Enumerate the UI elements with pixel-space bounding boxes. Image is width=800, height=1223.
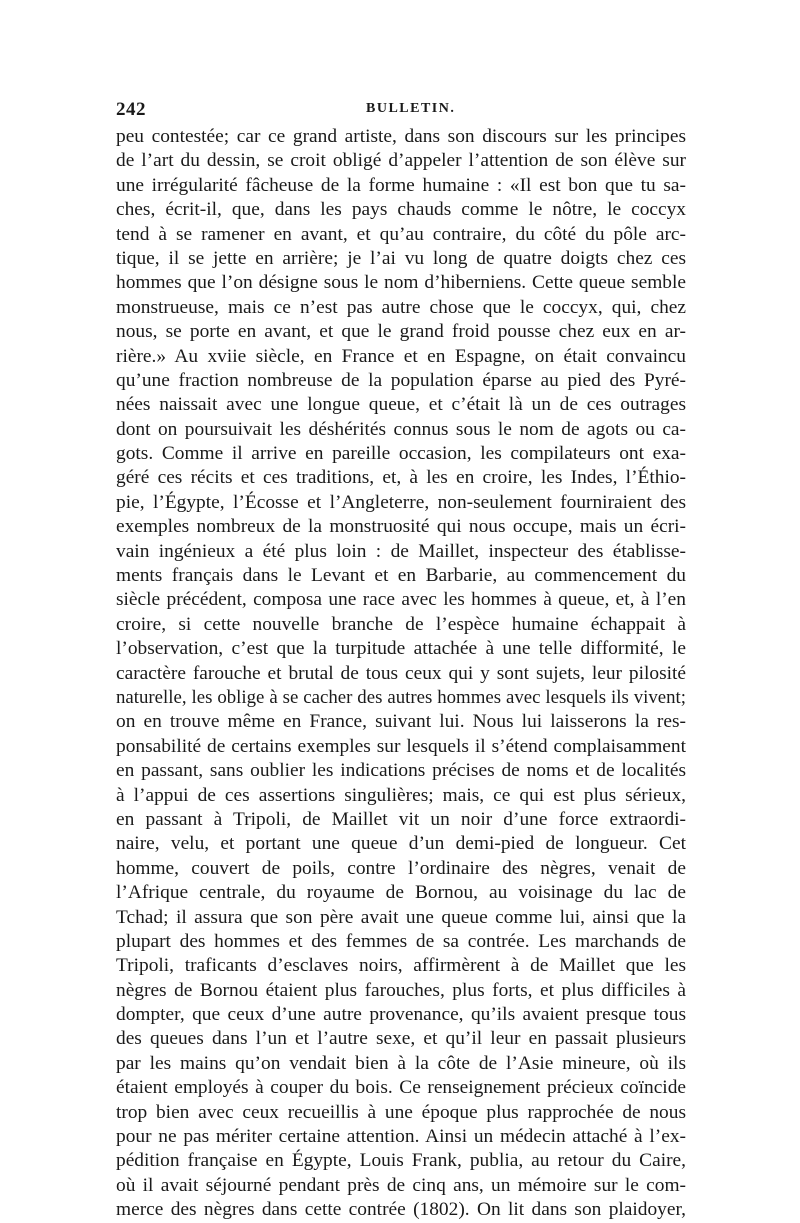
text-line: nous, se porte en avant, et que le grand froid pousse chez eux en ar- [116,321,686,343]
text-line: Tripoli, traficants d’esclaves noirs, affirmèrent à de Maillet que les [116,955,686,977]
text-line: trop bien avec ceux recueillis à une époque plus rapprochée de nous [116,1101,686,1123]
text-line: ponsabilité de certains exemples sur lesquels il s’étend complaisamment [116,735,686,757]
text-line: pie, l’Égypte, l’Écosse et l’Angleterre, non-seulement fourniraient des [116,491,686,513]
text-line: merce des nègres dans cette contrée (1802). On lit dans son plaidoyer, [116,1199,686,1221]
text-line: dompter, que ceux d’une autre provenance, qu’ils avaient presque tous [116,1004,686,1026]
text-line: étaient employés à couper du bois. Ce renseignement précieux coïncide [116,1077,686,1099]
text-line: siècle précédent, composa une race avec les hommes à queue, et, à l’en [116,589,686,611]
text-line: par les mains qu’on vendait bien à la côte de l’Asie mineure, où ils [116,1052,686,1074]
text-line: pédition française en Égypte, Louis Frank, publia, au retour du Caire, [116,1150,686,1172]
text-line: tend à se ramener en avant, et qu’au contraire, du côté du pôle arc- [116,223,686,245]
page-number: 242 [116,99,146,120]
text-line: tique, il se jette en arrière; je l’ai vu long de quatre doigts chez ces [116,247,686,269]
text-line: hommes que l’on désigne sous le nom d’hiberniens. Cette queue semble [116,272,686,294]
text-line: une irrégularité fâcheuse de la forme humaine : «Il est bon que tu sa- [116,174,686,196]
text-line: dont on poursuivait les déshérités connus sous le nom de agots ou ca- [116,418,686,440]
text-line: en passant, sans oublier les indications précises de noms et de localités [116,760,686,782]
text-line: à l’appui de ces assertions singulières; mais, ce qui est plus sérieux, [116,784,686,806]
text-line: naire, velu, et portant une queue d’un demi-pied de longueur. Cet [116,833,686,855]
text-line: des queues dans l’un et l’autre sexe, et qu’il leur en passait plusieurs [116,1028,686,1050]
text-line: en passant à Tripoli, de Maillet vit un noir d’une force extraordi- [116,808,686,830]
text-line: Tchad; il assura que son père avait une queue comme lui, ainsi que la [116,906,686,928]
text-line: qu’une fraction nombreuse de la population éparse au pied des Pyré- [116,369,686,391]
text-line: l’Afrique centrale, du royaume de Bornou, au voisinage du lac de [116,882,686,904]
text-line: naturelle, les oblige à se cacher des autres hommes avec lesquels ils vivent; [116,686,686,708]
text-line: plupart des hommes et des femmes de sa contrée. Les marchands de [116,930,686,952]
text-line: peu contestée; car ce grand artiste, dans son discours sur les principes [116,126,686,147]
text-line: nées naissait avec une longue queue, et c’était là un de ces outrages [116,394,686,416]
text-line: l’observation, c’est que la turpitude attachée à une telle difformité, le [116,638,686,660]
text-line: monstrueuse, mais ce n’est pas autre chose que le coccyx, qui, chez [116,296,686,318]
text-line: croire, si cette nouvelle branche de l’espèce humaine échappait à [116,613,686,635]
text-line: ches, écrit-il, que, dans les pays chauds comme le nôtre, le coccyx [116,199,686,221]
text-line: géré ces récits et ces traditions, et, à les en croire, les Indes, l’Éthio- [116,467,686,489]
text-line: de l’art du dessin, se croit obligé d’appeler l’attention de son élève sur [116,150,686,172]
running-head [116,99,686,125]
text-line: nègres de Bornou étaient plus farouches, plus forts, et plus difficiles à [116,979,686,1001]
text-line: caractère farouche et brutal de tous ceux qui y sont sujets, leur pilosité [116,662,686,684]
text-line: on en trouve même en France, suivant lui. Nous lui laisserons la res- [116,711,686,733]
text-line: vain ingénieux a été plus loin : de Maillet, inspecteur des établisse- [116,540,686,562]
running-title: BULLETIN. [366,101,456,116]
text-line: rière.» Au xviie siècle, en France et en Espagne, on était convaincu [116,345,686,367]
text-line: pour ne pas mériter certaine attention. Ainsi un médecin attaché à l’ex- [116,1126,686,1148]
text-line: où il avait séjourné pendant près de cinq ans, un mémoire sur le com- [116,1174,686,1196]
text-line: exemples nombreux de la monstruosité qui nous occupe, mais un écri- [116,516,686,538]
body-text [116,125,686,1221]
text-line: gots. Comme il arrive en pareille occasion, les compilateurs ont exa- [116,443,686,465]
text-line: ments français dans le Levant et en Barbarie, au commencement du [116,565,686,587]
text-line: homme, couvert de poils, contre l’ordinaire des nègres, venait de [116,857,686,879]
